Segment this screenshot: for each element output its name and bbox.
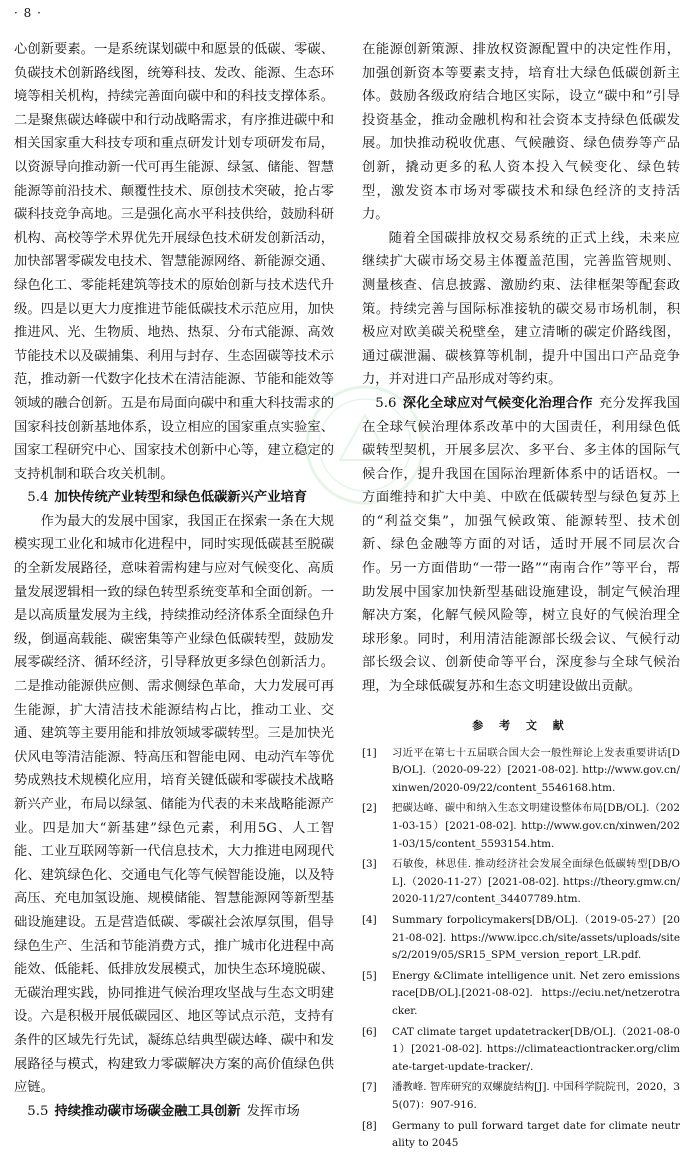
section-heading-5-6: [362, 392, 680, 699]
reference-number: [3]: [362, 858, 377, 871]
references-title: 参 考 文 献: [472, 718, 570, 732]
reference-text: Energy &Climate intelligence unit. Net zero emissions race[DB/OL].[2021-08-02]. https://eciu.net/netzerotracker.: [392, 969, 680, 1017]
section-title: 加快传统产业转型和绿色低碳新兴产业培育: [54, 490, 308, 506]
reference-text: 石敏俊，林思佳. 推动经济社会发展全面绿色低碳转型[DB/OL].（2020-11-27）[2021-08-02]. https://theory.gmw.cn/2020-11/27/content_34407789.htm.: [392, 858, 680, 906]
reference-text: 习近平在第七十五届联合国大会一般性辩论上发表重要讲话[DB/OL].（2020-09-22）[2021-08-02]. http://www.gov.cn/xinwen/2020-09/22/content_5546168.htm.: [392, 746, 680, 794]
section-heading-5-5: [14, 1100, 334, 1124]
reference-text: 把碳达峰、碳中和纳入生态文明建设整体布局[DB/OL].（2021-03-15）[2021-08-02]. http://www.gov.cn/xinwen/2021-03/15/content_5593154.htm.: [392, 802, 680, 850]
reference-item: [362, 856, 680, 909]
reference-number: [1]: [362, 746, 377, 759]
body-paragraph: 随着全国碳排放权交易系统的正式上线，未来应继续扩大碳市场交易主体覆盖范围，完善监管规则、测量核查、信息披露、激励约束、法律框架等配套政策。持续完善与国际标准接轨的碳交易市场机制，积极应对欧美碳关税壁垒，建立清晰的碳定价路线图，通过碳泄漏、碳核算等机制，提升中国出口产品竞争力，并对进口产品形成对等约束。: [362, 230, 680, 388]
right-column: [362, 38, 681, 1150]
page-number: · 8 ·: [14, 6, 42, 20]
reference-text: Germany to pull forward target date for climate neutrality to 2045: [392, 1119, 680, 1150]
section-body: 充分发挥我国在全球气候治理体系改革中的大国责任，利用绿色低碳转型契机，开展多层次、多平台、多主体的国际气候合作，提升我国在国际治理新体系中的话语权。一方面维持和扩大中美、中欧在低碳转型与绿色复苏上的“利益交集”，加强气候政策、能源转型、技术创新、绿色金融等方面的对话，适时开展不同层次合作。另一方面借助“一带一路”“南南合作”等平台，帮助发展中国家加快新型基础设施建设，制定气候治理解决方案，化解气候风险等，树立良好的气候治理全球形象。同时，利用清洁能源部长级会议、气候行动部长级会议、创新使命等平台，深度参与全球气候治理，为全球低碳复苏和生态文明建设做出贡献。: [362, 395, 681, 695]
body-paragraph: 心创新要素。一是系统谋划碳中和愿景的低碳、零碳、负碳技术创新路线图，统筹科技、发改、能源、生态环境等相关机构，持续完善面向碳中和的科技支撑体系。二是聚焦碳达峰碳中和行动战略需求，有序推进碳中和相关国家重大科技专项和重点研发计划专项研发布局，以资源导向推动新一代可再生能源、绿氢、储能、智慧能源等前沿技术、颠覆性技术、原创技术突破，抢占零碳科技竞争高地。三是强化高水平科技供给，鼓励科研机构、高校等学术界优先开展绿色技术研发创新活动，加快部署零碳发电技术、智慧能源网络、新能源交通、绿色化工、零能耗建筑等技术的原始创新与技术迭代升级。四是以更大力度推进节能低碳技术示范应用，加快推进风、光、生物质、地热、热泵、分布式能源、高效节能技术以及碳捕集、利用与封存、生态固碳等技术示范，推动新一代数字化技术在清洁能源、节能和能效等领域的融合创新。五是布局面向碳中和重大科技需求的国家科技创新基地体系，设立相应的国家重点实验室、国家工程研究中心、国家技术创新中心等，建立稳定的支持机制和联合攻关机制。: [14, 42, 334, 482]
reference-text: CAT climate target updatetracker[DB/OL].（2021-08-01）[2021-08-02]. https://climateactiontracker.org/climate-target-update-tracker/.: [392, 1025, 680, 1073]
reference-item: [362, 800, 680, 853]
reference-item: [362, 1024, 680, 1077]
reference-item: [362, 912, 680, 965]
section-title: 深化全球应对气候变化治理合作: [402, 395, 593, 411]
left-column: [14, 38, 334, 1119]
body-paragraph: 作为最大的发展中国家，我国正在探索一条在大规模实现工业化和城市化进程中，同时实现低碳甚至脱碳的全新发展路径，意味着需构建与应对气候变化、高质量发展逻辑相一致的绿色转型系统变革和全面创新。一是以高质量发展为主线，持续推动经济体系全面绿色升级，倒逼高载能、碳密集等产业绿色低碳转型，鼓励发展零碳经济、循环经济，引导释放更多绿色创新活力。二是推动能源供应侧、需求侧绿色革命，大力发展可再生能源，扩大清洁技术能源结构占比，推动工业、交通、建筑等主要用能和排放领域零碳转型。三是加快光伏风电等清洁能源、特高压和智能电网、电动汽车等优势成熟技术规模化应用，培育关键低碳和零碳技术战略新兴产业，布局以绿氢、储能为代表的未来战略能源产业。四是加大“新基建”绿色元素，利用5G、人工智能、工业互联网等新一代信息技术，大力推进电网现代化、建筑绿色化、交通电气化等气候智能设施，以及特高压、充电加氢设施、规模储能、智慧能源网等新型基础设施建设。五是营造低碳、零碳社会浓厚氛围，倡导绿色生产、生活和节能消费方式，推广城市化进程中高能效、低能耗、低排放发展模式，加快生态环境脱碳、无碳治理实践，协同推进气候治理攻坚战与生态文明建设。六是积极开展低碳园区、地区等试点示范，支持有条件的区域先行先试，凝练总结典型碳达峰、碳中和发展路径与模式，构建致力零碳解决方案的高价值绿色供应链。: [14, 513, 334, 1096]
reference-number: [5]: [362, 969, 377, 982]
reference-number: [6]: [362, 1025, 377, 1038]
section-title: 持续推动碳市场碳金融工具创新: [54, 1103, 241, 1119]
reference-item: [362, 1079, 680, 1114]
reference-text: 潘教峰. 智库研究的双螺旋结构[J]. 中国科学院院刊，2020，35(07)：907-916.: [392, 1081, 680, 1111]
reference-item: [362, 968, 680, 1021]
reference-text: Summary forpolicymakers[DB/OL].（2019-05-27）[2021-08-02]. https://www.ipcc.ch/site/assets/uploads/sites/2/2019/05/SR15_SPM_version_report_LR.pdf.: [392, 913, 680, 962]
reference-number: [8]: [362, 1119, 377, 1132]
section-lead-text: 发挥市场: [246, 1103, 300, 1119]
section-number: 5.6: [375, 395, 397, 411]
section-number: 5.4: [27, 490, 49, 506]
reference-item: [362, 1118, 680, 1153]
reference-number: [2]: [362, 802, 377, 815]
reference-number: [4]: [362, 913, 377, 926]
reference-list: [362, 745, 680, 1153]
reference-item: [362, 745, 680, 798]
section-number: 5.5: [27, 1103, 49, 1119]
section-heading-5-4: [14, 486, 334, 510]
reference-number: [7]: [362, 1081, 377, 1094]
body-paragraph: 在能源创新策源、排放权资源配置中的决定性作用，加强创新资本等要素支持，培育壮大绿色低碳创新主体。鼓励各级政府结合地区实际，设立“碳中和”引导投资基金，推动金融机构和社会资本支持绿色低碳发展。加快推动税收优惠、气候融资、绿色债券等产品创新，撬动更多的私人资本投入气候变化、绿色转型，激发资本市场对零碳技术和绿色经济的支持活力。: [362, 42, 680, 223]
